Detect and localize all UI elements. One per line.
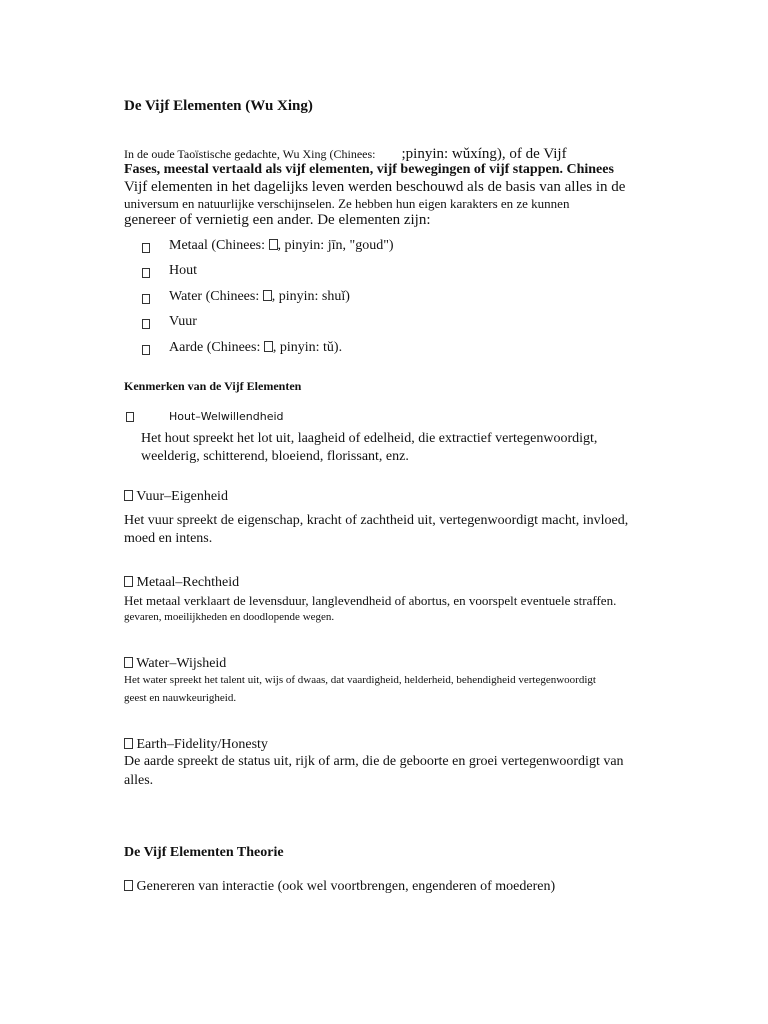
bullet-icon [124, 576, 133, 587]
water-text-line-1: Het water spreekt het talent uit, wijs of dwaas, dat vaardigheid, helderheid, behendigheid vertegenwoordigt [124, 674, 596, 686]
earth-heading [124, 737, 268, 753]
list-item-text: , pinyin: jīn, "goud") [277, 238, 394, 253]
bullet-icon [142, 345, 150, 355]
section-heading-theory: De Vijf Elementen Theorie [124, 845, 284, 860]
intro-line-1 [124, 145, 567, 163]
earth-heading-text: Earth–Fidelity/Honesty [136, 737, 268, 752]
list-item-text: , pinyin: tǔ). [272, 340, 343, 355]
list-item [169, 238, 394, 254]
page-title: De Vijf Elementen (Wu Xing) [124, 98, 313, 114]
hout-text-line-2: weelderig, schitterend, bloeiend, florissant, enz. [141, 449, 409, 464]
list-item [169, 314, 197, 330]
bullet-icon [124, 738, 133, 749]
vuur-heading [124, 489, 228, 505]
bullet-icon [142, 268, 150, 278]
intro-line-4: universum en natuurlijke verschijnselen. Ze hebben hun eigen karakters en ze kunnen [124, 196, 570, 211]
bullet-icon [142, 319, 150, 329]
bullet-icon [124, 880, 133, 891]
missing-glyph-icon [263, 290, 272, 301]
list-item-text: Metaal (Chinees: [169, 238, 269, 253]
list-item [169, 289, 350, 305]
water-text-line-2: geest en nauwkeurigheid. [124, 692, 237, 704]
list-item [169, 340, 342, 356]
metaal-text-line-1: Het metaal verklaart de levensduur, langlevendheid of abortus, en voorspelt eventuele straffen. [124, 593, 617, 608]
intro-large-text: ;pinyin: wǔxíng), of de Vijf [401, 146, 567, 162]
earth-text-line-1: De aarde spreekt de status uit, rijk of arm, die de geboorte en groei vertegenwoordigt van [124, 754, 624, 769]
water-heading [124, 656, 226, 672]
section-heading-kenmerken: Kenmerken van de Vijf Elementen [124, 379, 302, 393]
bullet-icon [126, 412, 134, 422]
list-item-text: Aarde (Chinees: [169, 340, 264, 355]
hout-text-line-1: Het hout spreekt het lot uit, laagheid of edelheid, die extractief vertegenwoordigt, [141, 431, 598, 446]
bullet-icon [142, 243, 150, 253]
vuur-heading-text: Vuur–Eigenheid [136, 489, 228, 504]
bullet-icon [142, 294, 150, 304]
intro-bold-line: Fases, meestal vertaald als vijf elementen, vijf bewegingen of vijf stappen. Chinees [124, 162, 614, 177]
bullet-icon [124, 657, 133, 668]
earth-text-line-2: alles. [124, 773, 154, 788]
theory-item [124, 879, 555, 895]
missing-glyph-icon [264, 341, 273, 352]
metaal-heading [124, 575, 239, 591]
intro-line-5: genereer of vernietig een ander. De elementen zijn: [124, 212, 431, 228]
list-item-text: Hout [169, 263, 197, 278]
missing-glyph-icon [269, 239, 278, 250]
list-item-text: Vuur [169, 314, 197, 329]
metaal-text-line-2: gevaren, moeilijkheden en doodlopende wegen. [124, 611, 335, 623]
theory-item-text: Genereren van interactie (ook wel voortbrengen, engenderen of moederen) [136, 879, 556, 894]
metaal-heading-text: Metaal–Rechtheid [136, 575, 240, 590]
bullet-icon [124, 490, 133, 501]
intro-line-3: Vijf elementen in het dagelijks leven werden beschouwd als de basis van alles in de [124, 179, 626, 195]
intro-small-text: In de oude Taoïstische gedachte, Wu Xing (Chinees: [124, 147, 376, 161]
list-item-text: , pinyin: shuǐ) [271, 289, 350, 304]
vuur-text-line-1: Het vuur spreekt de eigenschap, kracht of zachtheid uit, vertegenwoordigt macht, invloed, [124, 513, 629, 528]
vuur-text-line-2: moed en intens. [124, 531, 213, 546]
hout-heading: Hout–Welwillendheid [169, 410, 284, 423]
list-item-text: Water (Chinees: [169, 289, 263, 304]
water-heading-text: Water–Wijsheid [136, 656, 227, 671]
list-item [169, 263, 197, 279]
